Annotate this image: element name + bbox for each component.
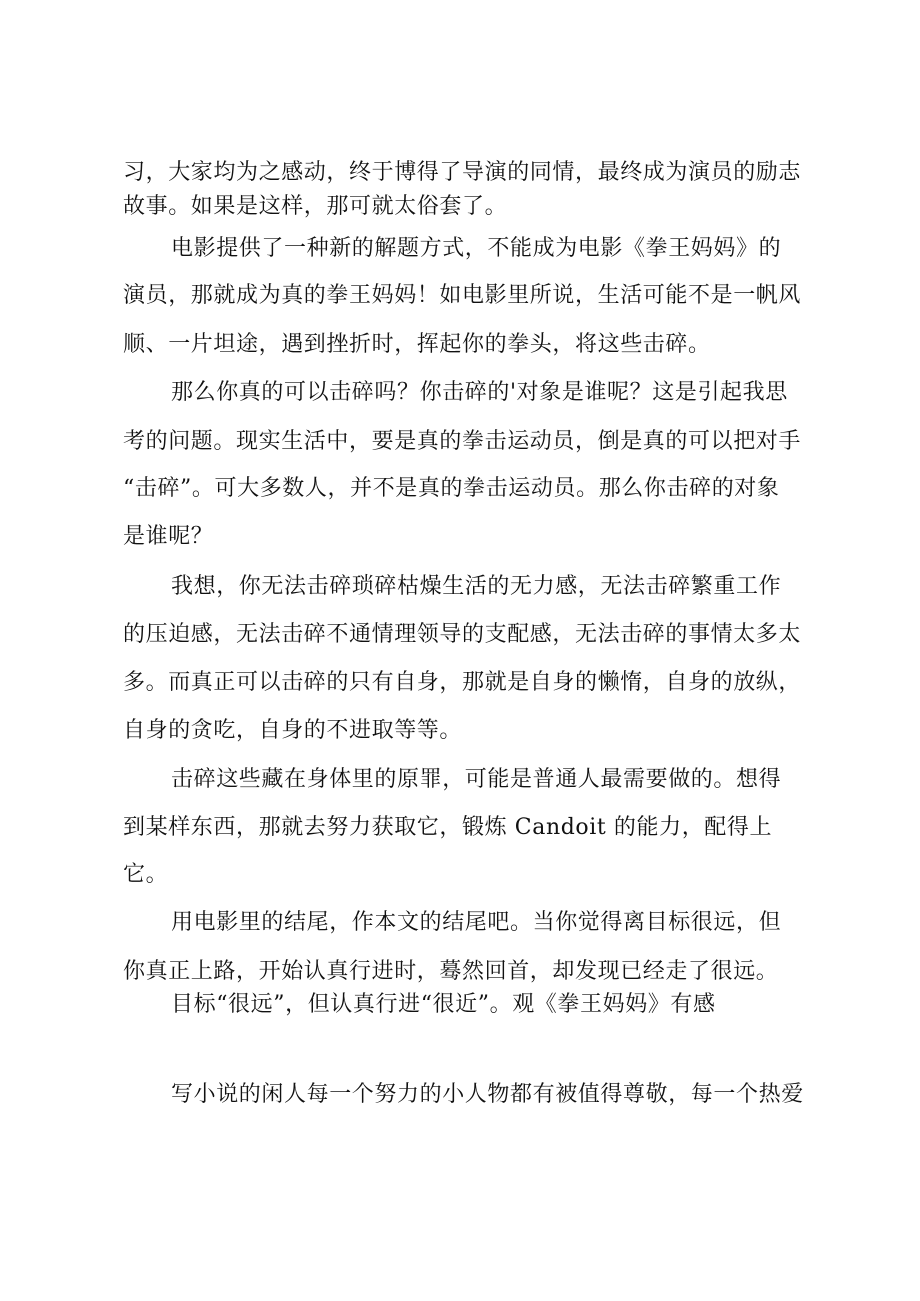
text-line: 考的问题。现实生活中，要是真的拳击运动员，倒是真的可以把对手 [123, 429, 802, 454]
text-line: 它。 [123, 862, 169, 887]
text-line: 用电影里的结尾，作本文的结尾吧。当你觉得离目标很远，但 [171, 910, 782, 935]
text-line: “击碎”。可大多数人，并不是真的拳击运动员。那么你击碎的对象 [123, 476, 780, 501]
text-line: 顺、一片坦途，遇到挫折时，挥起你的拳头，将这些击碎。 [123, 332, 711, 357]
text-line: 目标“很远”，但认真行进“很近”。观《拳王妈妈》有感 [171, 992, 716, 1017]
text-line: 击碎这些藏在身体里的原罪，可能是普通人最需要做的。想得 [171, 767, 782, 792]
text-line: 故事。如果是这样，那可就太俗套了。 [123, 194, 508, 219]
text-line: 自身的贪吃，自身的不进取等等。 [123, 718, 463, 743]
text-line: 习，大家均为之感动，终于博得了导演的同情，最终成为演员的励志 [123, 160, 802, 185]
text-line: 到某样东西，那就去努力获取它，锻炼 Candoit 的能力，配得上 [123, 815, 773, 840]
text-line: 写小说的闲人每一个努力的小人物都有被值得尊敬，每一个热爱 [171, 1082, 804, 1107]
text-line: 你真正上路，开始认真行进时，蓦然回首，却发现已经走了很远。 [123, 959, 779, 984]
text-line: 我想，你无法击碎琐碎枯燥生活的无力感，无法击碎繁重工作 [171, 574, 782, 599]
text-line: 是谁呢？ [123, 524, 214, 549]
text-line: 电影提供了一种新的解题方式，不能成为电影《拳王妈妈》的 [171, 236, 782, 261]
text-line: 多。而真正可以击碎的只有自身，那就是自身的懒惰，自身的放纵， [123, 670, 802, 695]
text-line: 演员，那就成为真的拳王妈妈！如电影里所说，生活可能不是一帆风 [123, 283, 802, 308]
text-line: 的压迫感，无法击碎不通情理领导的支配感，无法击碎的事情太多太 [123, 622, 802, 647]
text-line: 那么你真的可以击碎吗？你击碎的'对象是谁呢？这是引起我思 [171, 380, 788, 405]
